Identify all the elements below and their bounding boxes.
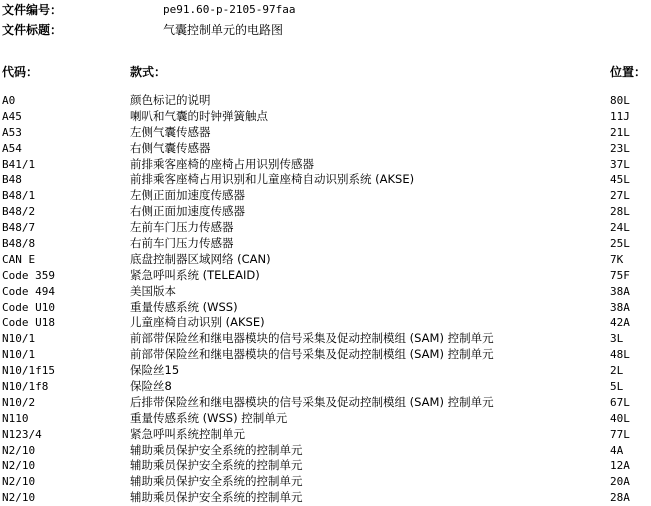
row-position: 7K [610,252,624,266]
row-description: 辅助乘员保护安全系统的控制单元 [130,490,303,505]
row-description: 喇叭和气囊的时钟弹簧触点 [130,108,268,123]
row-description: 重量传感系统 (WSS) 控制单元 [130,410,288,425]
table-row [0,204,651,220]
row-description: 前部带保险丝和继电器模块的信号采集及促动控制模组 (SAM) 控制单元 [130,331,494,346]
row-code: A45 [2,109,22,123]
row-description: 紧急呼叫系统 (TELEAID) [130,267,260,282]
table-row [0,427,651,443]
table-row [0,395,651,411]
row-description: 右前车门压力传感器 [130,236,234,251]
row-position: 20A [610,475,630,489]
row-position: 42A [610,316,630,330]
row-code: B48/7 [2,221,36,235]
row-description: 紧急呼叫系统控制单元 [130,426,245,441]
row-position: 21L [610,125,630,139]
row-position: 25L [610,237,630,251]
table-row [0,252,651,268]
row-description: 保险丝15 [130,363,180,378]
doc-title-label: 文件标题： [2,23,63,37]
row-description: 辅助乘员保护安全系统的控制单元 [130,474,303,489]
row-code: N10/1 [2,348,36,362]
row-description: 前排乘客座椅占用识别和儿童座椅自动识别系统 (AKSE) [130,172,415,187]
row-position: 11J [610,109,630,123]
table-row [0,93,651,109]
row-position: 27L [610,189,630,203]
row-code: A54 [2,141,22,155]
row-code: N10/2 [2,395,36,409]
row-position: 23L [610,141,630,155]
row-code: Code 359 [2,268,55,282]
row-code: N10/1 [2,332,36,346]
row-position: 24L [610,221,630,235]
row-code: N2/10 [2,475,36,489]
table-row [0,220,651,236]
row-description: 辅助乘员保护安全系统的控制单元 [130,458,303,473]
row-code: N2/10 [2,491,36,505]
row-position: 80L [610,94,630,107]
table-row [0,125,651,141]
row-description: 重量传感系统 (WSS) [130,299,238,314]
row-description: 儿童座椅自动识别 (AKSE) [130,315,265,330]
row-description: 右侧气囊传感器 [130,140,211,155]
row-description: 美国版本 [130,283,176,298]
row-code: N10/1f15 [2,364,55,378]
table-row [0,363,651,379]
table-row [0,315,651,331]
row-position: 48L [610,348,630,362]
doc-number-label: 文件编号： [2,3,63,17]
row-position: 5L [610,380,624,394]
row-position: 40L [610,411,630,425]
row-code: Code U10 [2,300,55,314]
row-description: 保险丝8 [130,379,172,394]
table-row [0,268,651,284]
row-code: N10/1f8 [2,380,49,394]
row-description: 底盘控制器区域网络 (CAN) [130,251,271,266]
row-position: 38A [610,300,630,314]
row-description: 后排带保险丝和继电器模块的信号采集及促动控制模组 (SAM) 控制单元 [130,394,494,409]
row-code: N110 [2,411,29,425]
row-description: 前部带保险丝和继电器模块的信号采集及促动控制模组 (SAM) 控制单元 [130,347,494,362]
row-code: N123/4 [2,427,42,441]
row-description: 右侧正面加速度传感器 [130,204,245,219]
doc-title-value: 气囊控制单元的电路图 [163,23,284,37]
table-row [0,474,651,490]
row-code: Code 494 [2,284,55,298]
row-position: 28L [610,205,630,219]
row-code: B48/2 [2,205,36,219]
row-description: 左侧正面加速度传感器 [130,188,245,203]
table-row [0,284,651,300]
row-code: A53 [2,125,22,139]
row-description: 前排乘客座椅的座椅占用识别传感器 [130,156,314,171]
row-description: 左侧气囊传感器 [130,124,211,139]
column-header-position: 位置： [610,65,647,79]
row-position: 67L [610,395,630,409]
row-code: B48/8 [2,237,36,251]
table-row [0,347,651,363]
row-position: 3L [610,332,624,346]
table-row [0,300,651,316]
row-position: 12A [610,459,630,473]
row-code: N2/10 [2,443,36,457]
row-position: 75F [610,268,630,282]
table-row [0,458,651,474]
table-row [0,379,651,395]
row-position: 37L [610,157,630,171]
row-position: 45L [610,173,630,187]
row-position: 2L [610,364,624,378]
row-description: 辅助乘员保护安全系统的控制单元 [130,442,303,457]
table-row [0,157,651,173]
doc-number-value: pe91.60-p-2105-97faa [163,3,296,16]
row-code: B48 [2,173,22,187]
table-row [0,411,651,427]
row-position: 77L [610,427,630,441]
table-row [0,188,651,204]
table-row [0,236,651,252]
row-position: 38A [610,284,630,298]
column-header-style: 款式： [130,65,167,79]
row-code: B48/1 [2,189,36,203]
table-row [0,109,651,125]
column-header-code: 代码： [2,65,39,79]
row-position: 28A [610,491,630,505]
row-code: CAN E [2,252,36,266]
table-row [0,331,651,347]
table-row [0,172,651,188]
row-description: 左前车门压力传感器 [130,220,234,235]
row-position: 4A [610,443,624,457]
table-row [0,443,651,459]
row-code: B41/1 [2,157,36,171]
row-code: A0 [2,94,16,107]
table-row [0,490,651,506]
legend-table [0,93,651,506]
row-code: N2/10 [2,459,36,473]
row-code: Code U18 [2,316,55,330]
table-row [0,141,651,157]
row-description: 颜色标记的说明 [130,93,211,107]
